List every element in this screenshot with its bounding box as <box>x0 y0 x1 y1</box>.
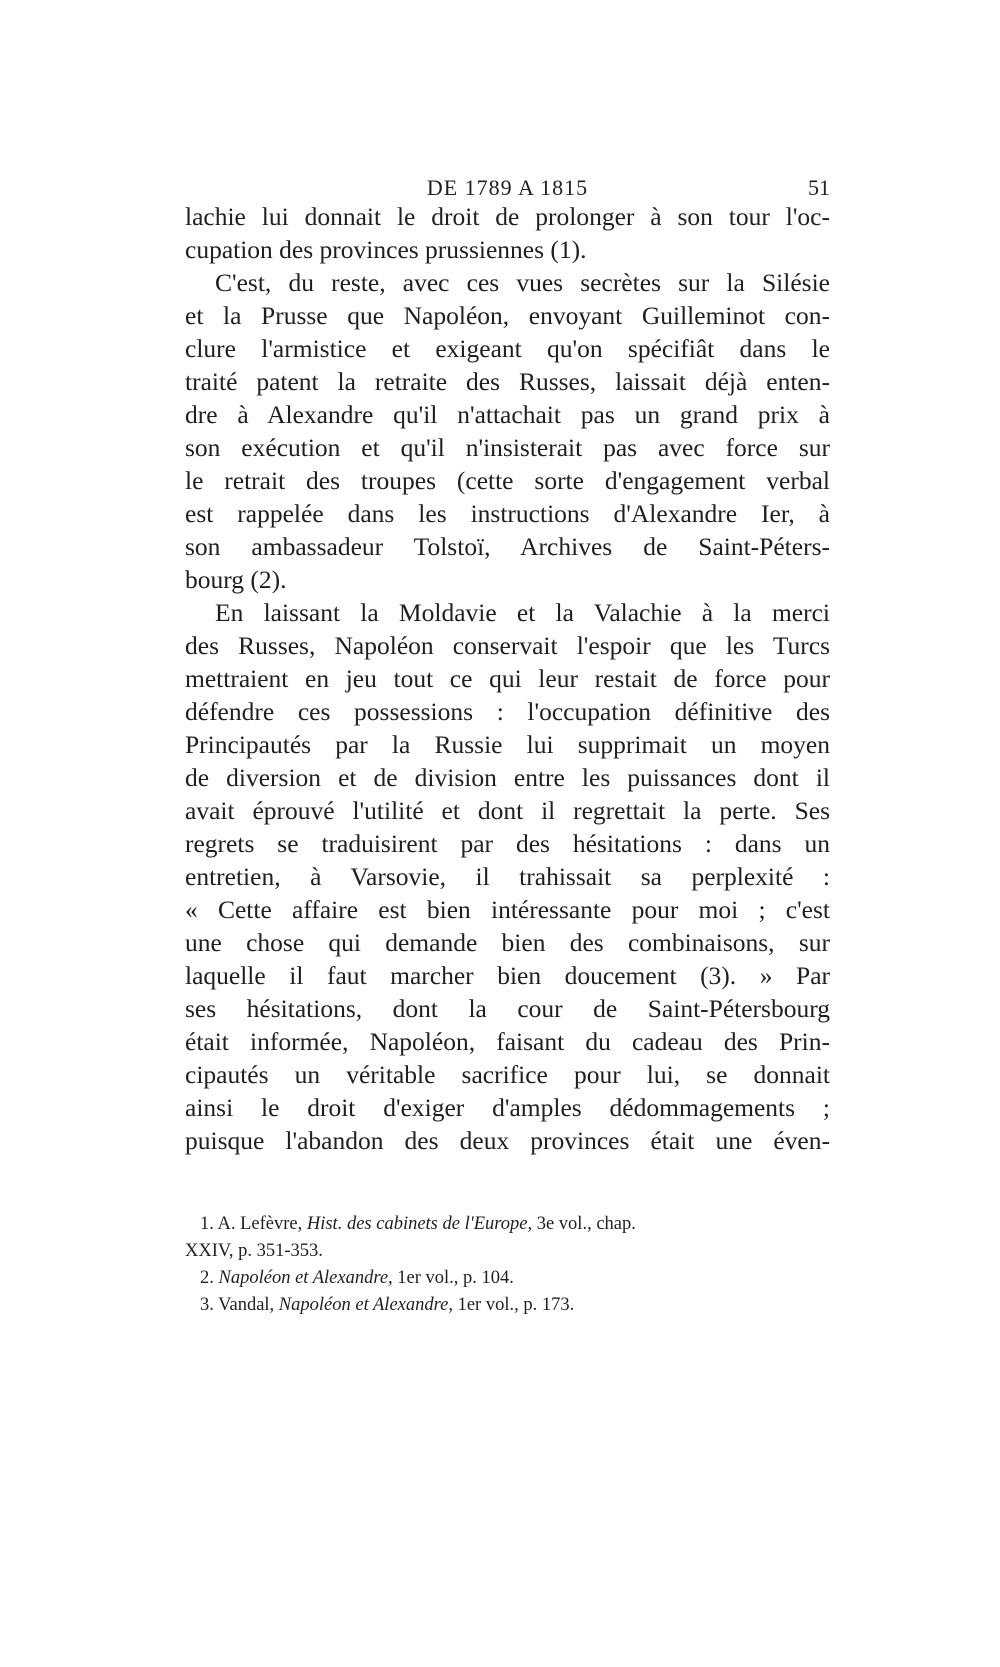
text-line: mettraient en jeu tout ce qui leur restait de force pour <box>185 664 830 693</box>
footnote-author: A. Lefèvre, <box>217 1214 303 1234</box>
text-line: cipautés un véritable sacrifice pour lui, se donnait <box>185 1060 830 1089</box>
footnote-1-continued <box>185 1239 323 1263</box>
footnote-1 <box>200 1212 636 1236</box>
text-line: ses hésitations, dont la cour de Saint-Pétersbourg <box>185 994 830 1023</box>
footnote-title: Napoléon et Alexandre, <box>278 1295 453 1315</box>
text-line: son ambassadeur Tolstoï, Archives de Saint-Péters- <box>185 532 830 561</box>
footnote-title: Hist. des cabinets de l'Europe, <box>306 1214 533 1234</box>
footnote-reference: 1er vol., p. 173. <box>457 1295 575 1315</box>
text-line: « Cette affaire est bien intéressante pour moi ; c'est <box>185 895 830 924</box>
running-title: DE 1789 A 1815 <box>426 175 589 200</box>
text-line: regrets se traduisirent par des hésitations : dans un <box>185 829 830 858</box>
text-line: de diversion et de division entre les puissances dont il <box>185 763 830 792</box>
text-line: clure l'armistice et exigeant qu'on spécifiât dans le <box>185 334 830 363</box>
footnote-title: Napoléon et Alexandre, <box>218 1268 393 1288</box>
text-line: C'est, du reste, avec ces vues secrètes sur la Silésie <box>215 268 830 297</box>
text-line: son exécution et qu'il n'insisterait pas avec force sur <box>185 433 830 462</box>
text-line: En laissant la Moldavie et la Valachie à la merci <box>215 598 830 627</box>
text-line: défendre ces possessions : l'occupation définitive des <box>185 697 830 726</box>
text-line: et la Prusse que Napoléon, envoyant Guilleminot con- <box>185 301 830 330</box>
text-line: avait éprouvé l'utilité et dont il regrettait la perte. Ses <box>185 796 830 825</box>
footnote-reference: XXIV, p. 351-353. <box>185 1241 323 1261</box>
text-line: le retrait des troupes (cette sorte d'engagement verbal <box>185 466 830 495</box>
footnote-number: 3. <box>200 1295 214 1315</box>
text-line: cupation des provinces prussiennes (1). <box>185 235 587 264</box>
text-line: dre à Alexandre qu'il n'attachait pas un grand prix à <box>185 400 830 429</box>
text-line: une chose qui demande bien des combinaisons, sur <box>185 928 830 957</box>
text-line: est rappelée dans les instructions d'Alexandre Ier, à <box>185 499 830 528</box>
footnote-2 <box>200 1266 514 1290</box>
text-line: Principautés par la Russie lui supprimait un moyen <box>185 730 830 759</box>
text-line: traité patent la retraite des Russes, laissait déjà enten- <box>185 367 830 396</box>
footnote-author: Vandal, <box>218 1295 275 1315</box>
text-line: des Russes, Napoléon conservait l'espoir que les Turcs <box>185 631 830 660</box>
footnote-number: 2. <box>200 1268 214 1288</box>
footnote-reference: 3e vol., chap. <box>536 1214 636 1234</box>
text-line: était informée, Napoléon, faisant du cadeau des Prin- <box>185 1027 830 1056</box>
footnote-3 <box>200 1293 574 1317</box>
text-line: ainsi le droit d'exiger d'amples dédommagements ; <box>185 1093 830 1122</box>
text-line: entretien, à Varsovie, il trahissait sa perplexité : <box>185 862 830 891</box>
text-line: puisque l'abandon des deux provinces était une éven- <box>185 1126 830 1155</box>
footnote-number: 1. <box>200 1214 214 1234</box>
text-line: laquelle il faut marcher bien doucement (3). » Par <box>185 961 830 990</box>
page-number: 51 <box>808 175 830 200</box>
text-line: lachie lui donnait le droit de prolonger à son tour l'oc- <box>185 202 830 231</box>
footnote-reference: 1er vol., p. 104. <box>397 1268 514 1288</box>
text-line: bourg (2). <box>185 565 287 594</box>
